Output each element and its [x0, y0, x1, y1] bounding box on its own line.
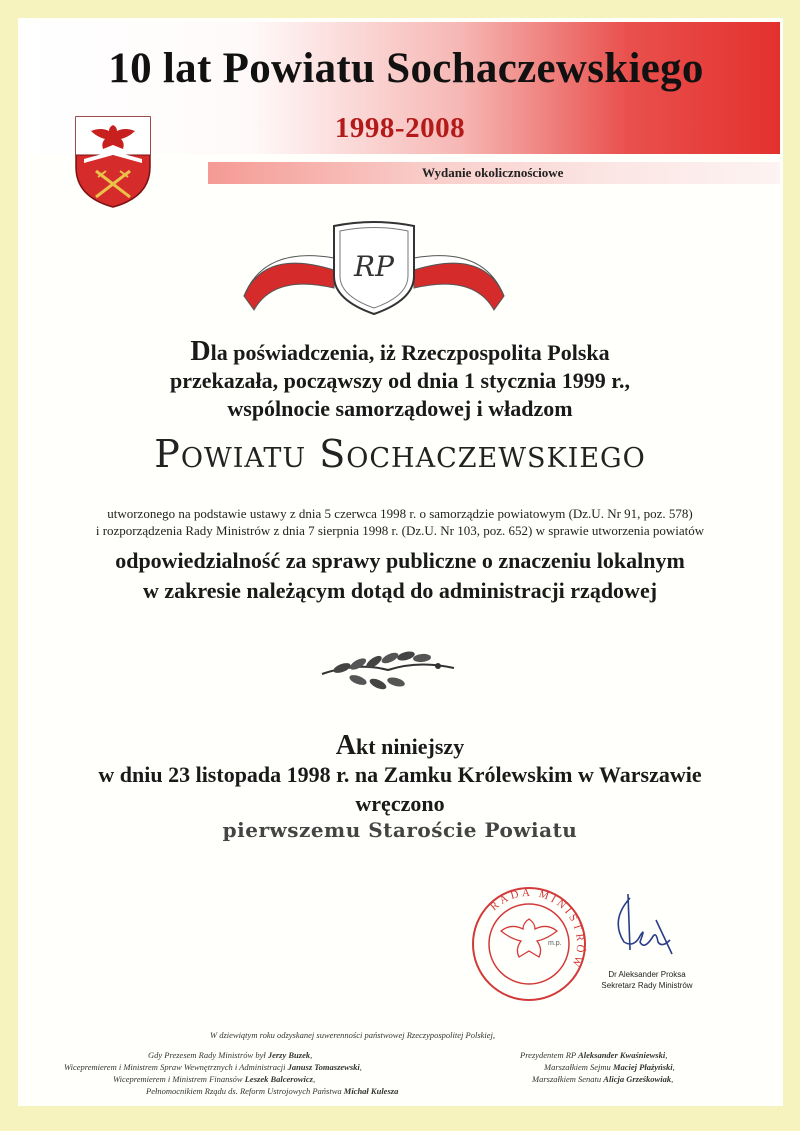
footer-right-3: Marszałkiem Senatu Alicja Grześkowiak,: [532, 1074, 674, 1084]
edition-label: Wydanie okolicznościowe: [422, 165, 564, 180]
certificate-title: 10 lat Powiatu Sochaczewskiego: [108, 45, 704, 92]
declaration-line-3: wspólnocie samorządowej i władzom: [227, 396, 573, 421]
legal-basis-line-2: i rozporządzenia Rady Ministrów z dnia 7 sierpnia 1998 r. (Dz.U. Nr 103, poz. 652) w sprawie utworzenia powiatów: [95, 523, 705, 538]
act-line-3: wręczono: [355, 791, 445, 816]
signer-name: Dr Aleksander Proksa: [608, 970, 686, 979]
footer-right-1: Prezydentem RP Aleksander Kwaśniewski,: [520, 1050, 668, 1060]
footer-left-4: Pełnomocnikiem Rządu ds. Reform Ustrojowych Państwa Michał Kulesza: [146, 1086, 399, 1096]
rp-ribbon-emblem-icon: [224, 218, 524, 318]
years-range: 1998-2008: [334, 112, 466, 144]
signer-role: Sekretarz Rady Ministrów: [601, 981, 693, 990]
act-line-1: Akt niniejszy: [335, 730, 465, 761]
svg-text:RADA MINISTRÓW: [488, 887, 586, 971]
act-line-2: w dniu 23 listopada 1998 r. na Zamku Królewskim w Warszawie: [98, 762, 702, 787]
footer-left-1: Gdy Prezesem Rady Ministrów był Jerzy Buzek,: [148, 1050, 313, 1060]
seal-mp: m.p.: [548, 940, 562, 947]
county-name: Powiatu Sochaczewskiego: [154, 432, 646, 476]
signer-block: [572, 969, 722, 991]
responsibility-line-1: odpowiedzialność za sprawy publiczne o znaczeniu lokalnym: [115, 548, 685, 573]
act-line-4: pierwszemu Staroście Powiatu: [222, 818, 578, 842]
footer-left-2: Wicepremierem i Ministrem Spraw Wewnętrznych i Administracji Janusz Tomaszewski,: [64, 1062, 362, 1072]
footer-intro: W dziewiątym roku odzyskanej suwerenności państwowej Rzeczypospolitej Polskiej,: [210, 1030, 496, 1040]
handwritten-signature-icon: [600, 890, 690, 970]
official-seal-icon: [470, 885, 588, 1003]
laurel-ornament-icon: [318, 640, 458, 700]
footer-right-2: Marszałkiem Sejmu Maciej Płażyński,: [544, 1062, 675, 1072]
legal-basis-line-1: utworzonego na podstawie ustawy z dnia 5 czerwca 1998 r. o samorządzie powiatowym (Dz.U. Nr 91, poz. 578): [107, 506, 693, 521]
footer-left-3: Wicepremierem i Ministrem Finansów Leszek Balcerowicz,: [113, 1074, 316, 1084]
declaration-line-2: przekazała, począwszy od dnia 1 stycznia 1999 r.,: [170, 368, 630, 393]
responsibility-line-2: w zakresie należącym dotąd do administracji rządowej: [142, 578, 658, 603]
county-coat-of-arms-icon: [74, 115, 152, 209]
seal-ring-text: RADA MINISTRÓW: [487, 886, 587, 971]
declaration-line-1: Dla poświadczenia, iż Rzeczpospolita Polska: [190, 336, 610, 367]
rp-monogram: RP: [354, 250, 394, 283]
